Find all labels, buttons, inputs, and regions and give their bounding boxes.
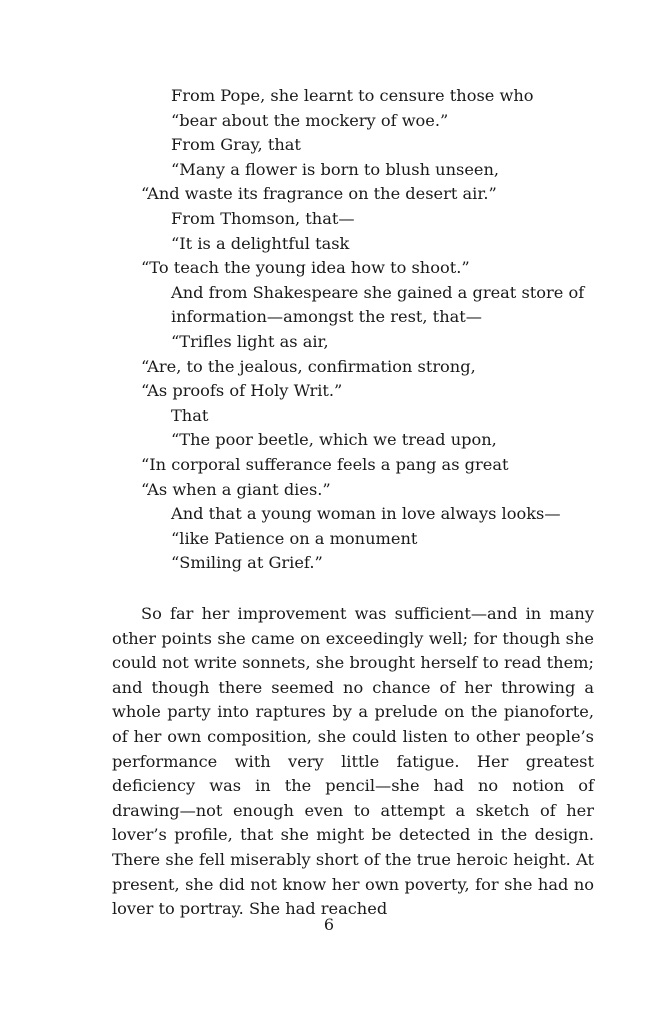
verse-line: That xyxy=(171,405,209,425)
verse-line: From Thomson, that— xyxy=(171,208,355,228)
quoted-verse-block xyxy=(0,84,658,576)
verse-line: “like Patience on a monument xyxy=(171,528,418,548)
verse-line: “bear about the mockery of woe.” xyxy=(171,110,449,130)
verse-line: “As when a giant dies.” xyxy=(141,479,331,499)
verse-line: “Many a flower is born to blush unseen, xyxy=(171,159,500,179)
verse-line: “In corporal sufferance feels a pang as great xyxy=(141,454,509,474)
verse-line: And that a young woman in love always looks— xyxy=(171,504,561,524)
verse-line: “Trifles light as air, xyxy=(171,331,329,351)
verse-line: “It is a delightful task xyxy=(171,233,350,253)
verse-line: From Gray, that xyxy=(171,135,301,155)
verse-line: And from Shakespeare she gained a great store of xyxy=(171,282,585,302)
verse-line: “To teach the young idea how to shoot.” xyxy=(141,258,470,278)
verse-line: “Smiling at Grief.” xyxy=(171,553,323,573)
body-paragraph: So far her improvement was sufficient—and in many other points she came on exceedingly well; for though she could not write sonnets, she brought herself to read them; and though there seemed no chance of her throwing a whole party into raptures by a prelude on the pianoforte, of her own composition, she could listen to other people’s performance with very little fatigue. Her greatest deficiency was in the pencil—she had no notion of drawing—not enough even to attempt a sketch of her lover’s profile, that she might be detected in the design. There she fell miserably short of the true heroic height. At present, she did not know her own poverty, for she had no lover to portray. She had reached xyxy=(112,604,594,919)
verse-line: information—amongst the rest, that— xyxy=(171,307,482,327)
verse-line: “The poor beetle, which we tread upon, xyxy=(171,430,497,450)
verse-line: “And waste its fragrance on the desert air.” xyxy=(141,184,497,204)
verse-line: “As proofs of Holy Writ.” xyxy=(141,381,343,401)
page-number: 6 xyxy=(323,915,335,934)
verse-line: “Are, to the jealous, confirmation strong, xyxy=(141,356,476,376)
verse-line: From Pope, she learnt to censure those who xyxy=(171,86,534,105)
